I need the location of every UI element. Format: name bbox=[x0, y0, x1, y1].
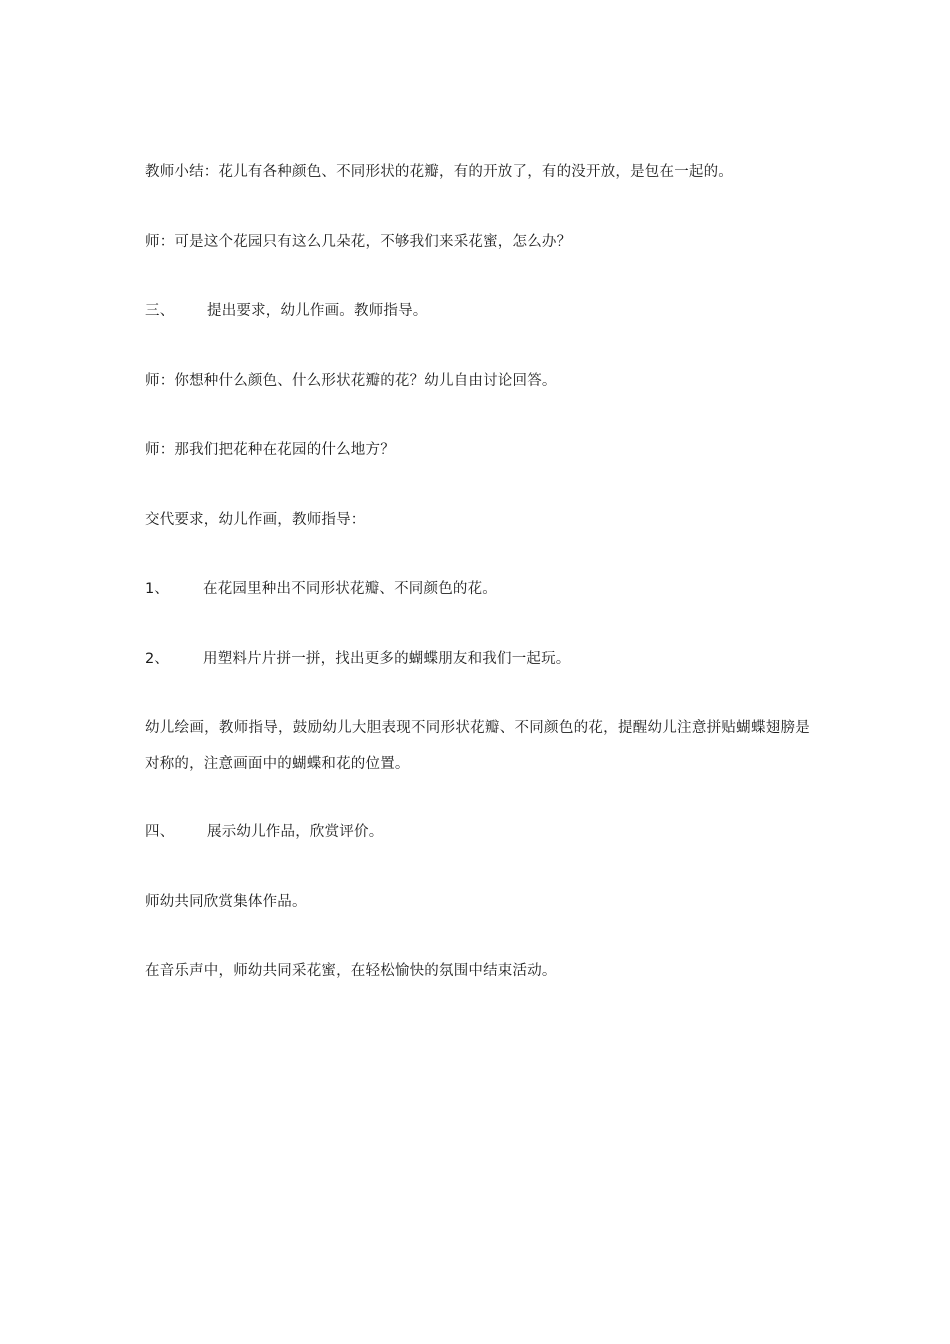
section-heading-text: 提出要求，幼儿作画。教师指导。 bbox=[207, 303, 428, 319]
paragraph-color-question bbox=[145, 371, 825, 391]
paragraph-text: 幼儿绘画，教师指导，鼓励幼儿大胆表现不同形状花瓣、不同颜色的花，提醒幼儿注意拼贴蝴蝶翅膀是对称的，注意画面中的蝴蝶和花的位置。 bbox=[145, 720, 810, 772]
paragraph-text: 教师小结：花儿有各种颜色、不同形状的花瓣，有的开放了，有的没开放，是包在一起的。 bbox=[145, 164, 733, 180]
list-item-text: 在花园里种出不同形状花瓣、不同颜色的花。 bbox=[203, 581, 497, 597]
section-four-heading bbox=[145, 822, 825, 842]
paragraph-location-question bbox=[145, 440, 825, 460]
paragraph-appreciation bbox=[145, 892, 825, 912]
section-marker: 四、 bbox=[145, 824, 175, 840]
section-three-heading bbox=[145, 301, 825, 321]
paragraph-text: 在音乐声中，师幼共同采花蜜，在轻松愉快的氛围中结束活动。 bbox=[145, 963, 557, 979]
list-item-1 bbox=[145, 579, 825, 599]
paragraph-text: 师：你想种什么颜色、什么形状花瓣的花？幼儿自由讨论回答。 bbox=[145, 373, 557, 389]
paragraph-teacher-question bbox=[145, 232, 825, 252]
paragraph-text: 交代要求，幼儿作画，教师指导： bbox=[145, 512, 366, 528]
paragraph-text: 师：可是这个花园只有这么几朵花，不够我们来采花蜜，怎么办？ bbox=[145, 234, 572, 250]
section-marker: 三、 bbox=[145, 303, 175, 319]
list-marker: 2、 bbox=[145, 651, 170, 667]
list-item-2 bbox=[145, 649, 825, 669]
list-item-text: 用塑料片片拼一拼，找出更多的蝴蝶朋友和我们一起玩。 bbox=[203, 651, 571, 667]
paragraph-text: 师：那我们把花种在花园的什么地方？ bbox=[145, 442, 395, 458]
list-marker: 1、 bbox=[145, 581, 170, 597]
paragraph-teacher-summary bbox=[145, 162, 825, 182]
paragraph-children-drawing bbox=[145, 710, 810, 782]
section-heading-text: 展示幼儿作品，欣赏评价。 bbox=[207, 824, 384, 840]
paragraph-requirements bbox=[145, 510, 825, 530]
paragraph-text: 师幼共同欣赏集体作品。 bbox=[145, 894, 307, 910]
paragraph-ending bbox=[145, 961, 825, 981]
